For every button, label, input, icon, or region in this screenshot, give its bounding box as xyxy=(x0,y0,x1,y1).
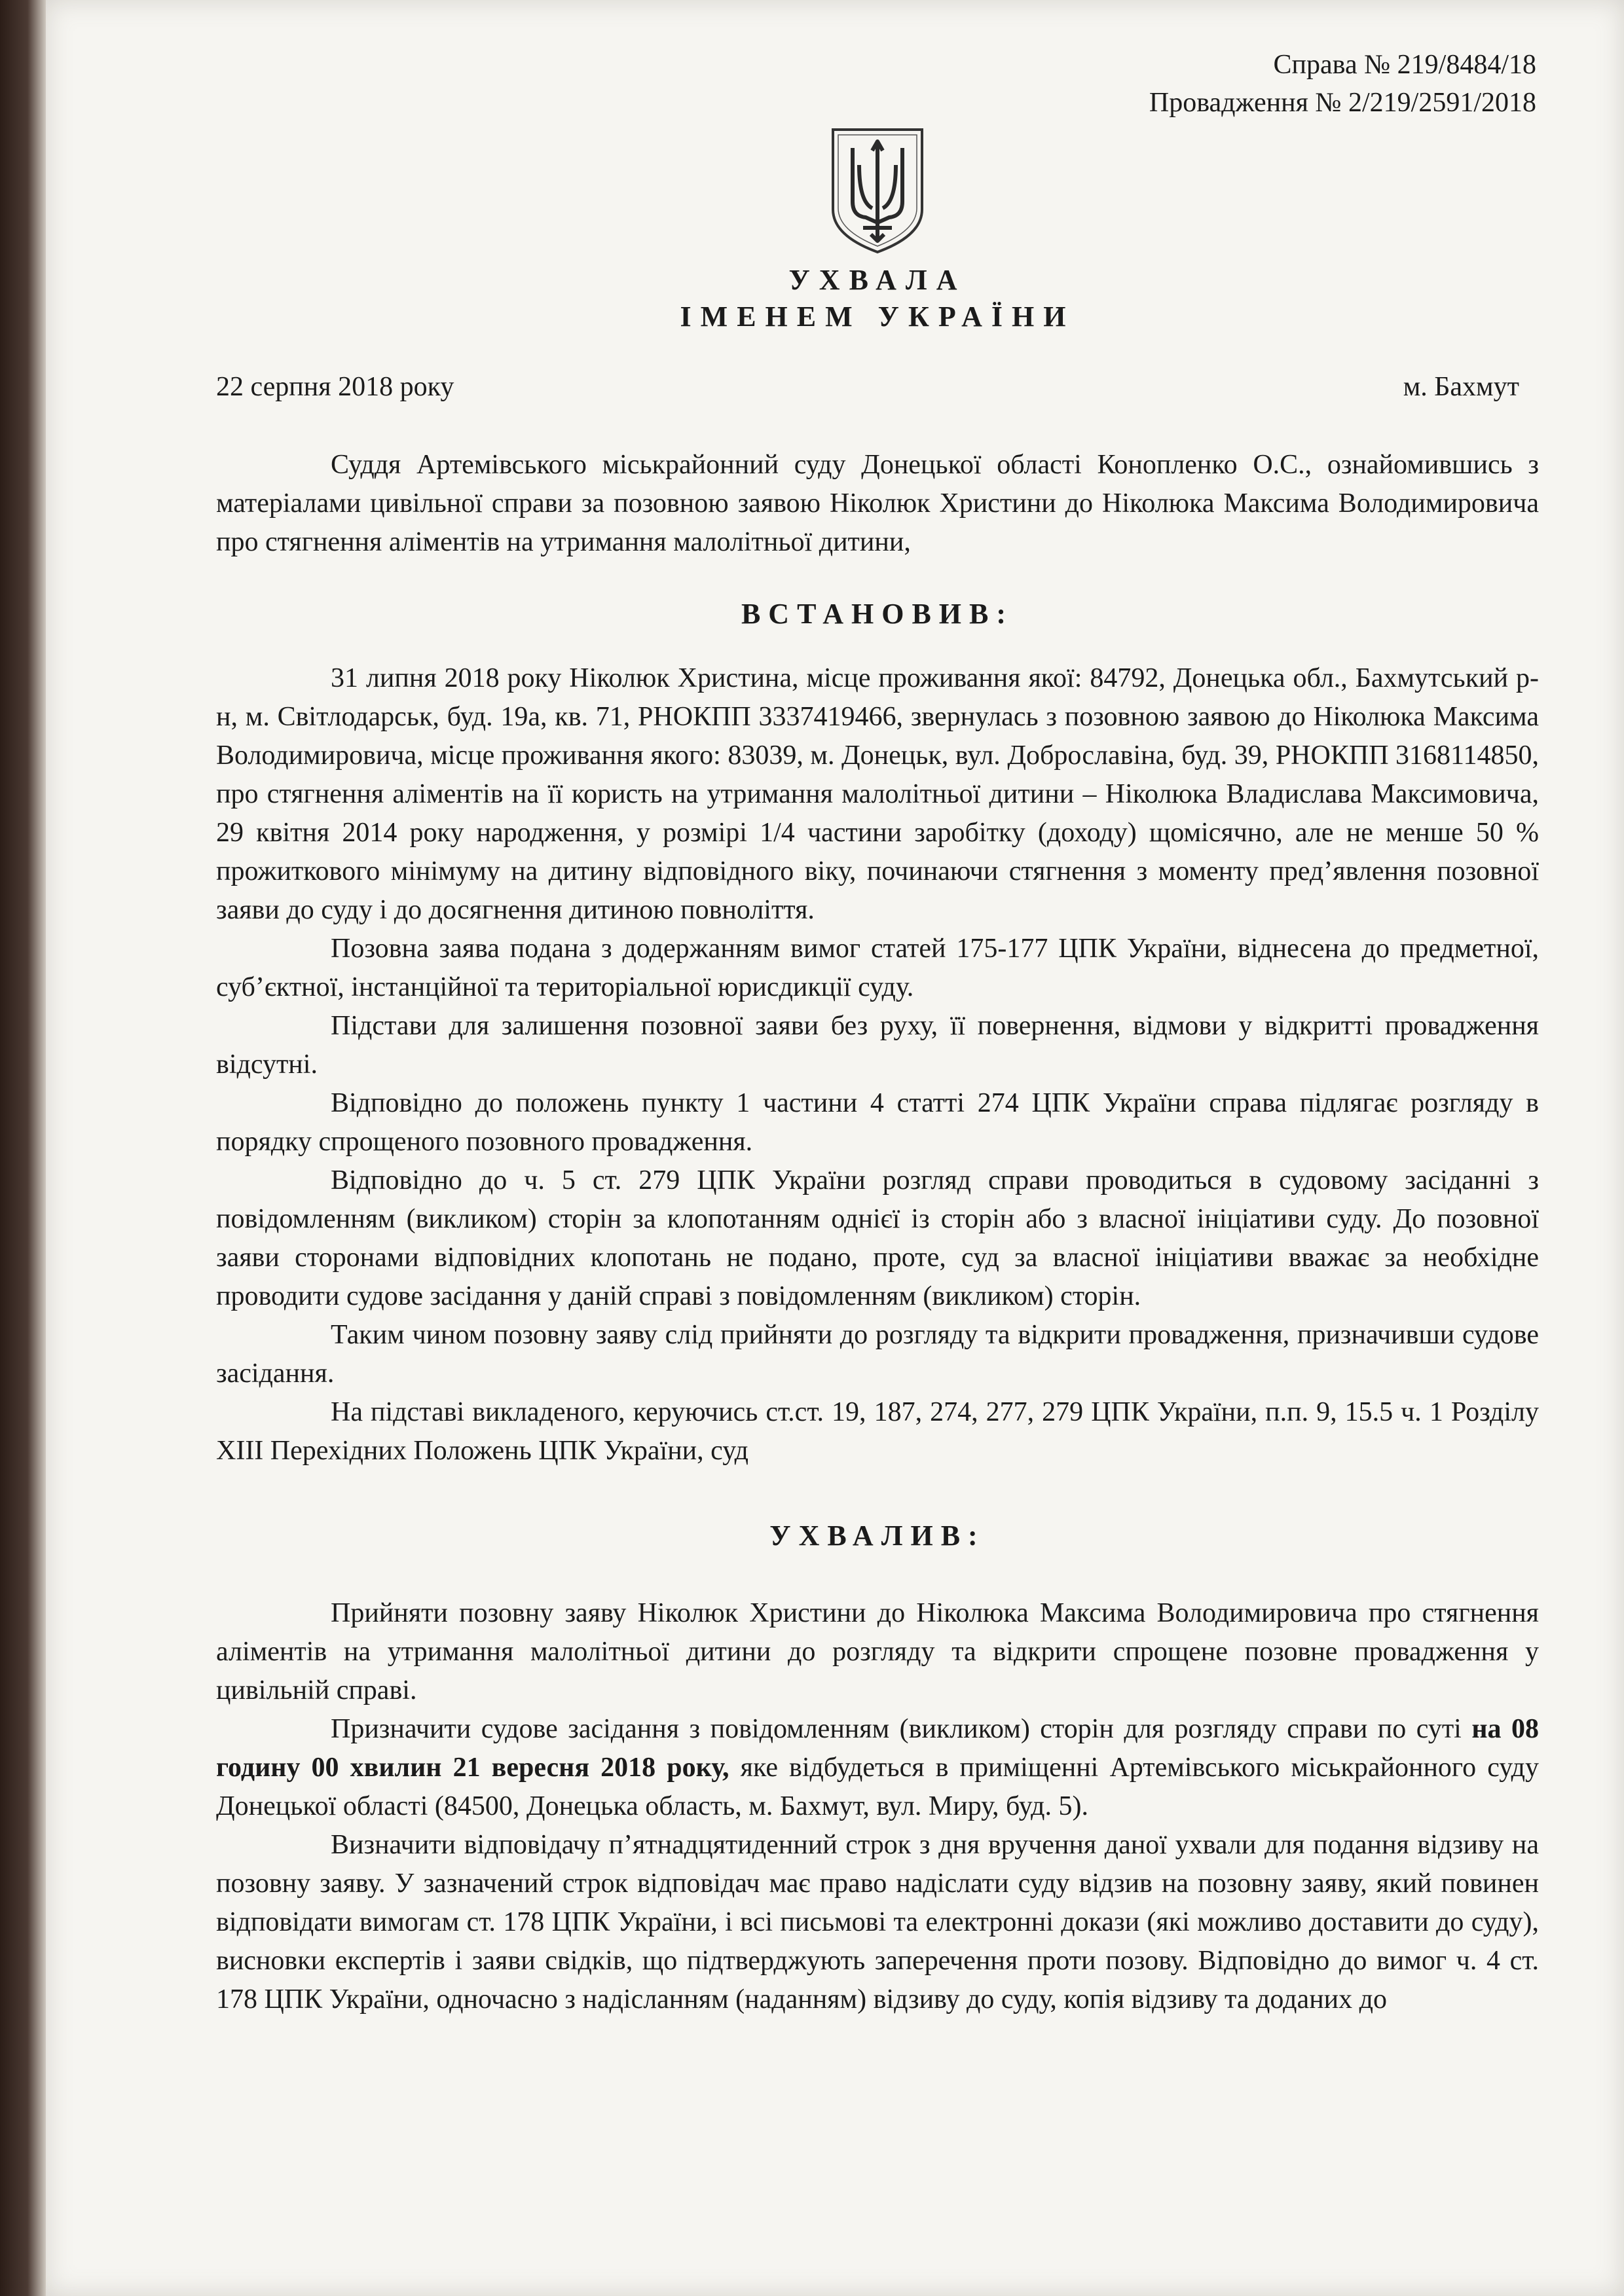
hearing-datetime: на 08 годину 00 хвилин 21 вересня 2018 року, xyxy=(216,1714,1539,1783)
emblem-container xyxy=(216,124,1539,255)
case-number: Справа № 219/8484/18 xyxy=(1273,50,1536,80)
established-paragraph: Таким чином позовну заяву слід прийняти до розгляду та відкрити провадження, призначивши судове засідання. xyxy=(216,1320,1539,1389)
established-paragraph: 31 липня 2018 року Ніколюк Христина, місце проживання якої: 84792, Донецька обл., Бахмутський р-н, м. Світлодарськ, буд. 19а, кв. 71, РНОКПП 3337419466, звернулась з позовною заявою до Ніколюка Максима Володимировича, місце проживання якого: 83039, м. Донецьк, вул. Доброславіна, буд. 39, РНОКПП 3168114850, про стягнення аліментів на її користь на утримання малолітньої дитини – Ніколюка Владислава Максимовича, 29 квітня 2014 року народження, у розмірі 1/4 частини заробітку (доходу) щомісячно, але не менше 50 % прожиткового мінімуму на дитину відповідного віку, починаючи стягнення з моменту пред’явлення позовної заяви до суду і до досягнення дитиною повноліття. xyxy=(216,663,1539,925)
ruling-city: м. Бахмут xyxy=(1403,372,1519,402)
established-paragraph: Позовна заява подана з додержанням вимог статей 175-177 ЦПК України, віднесена до предметної, суб’єктної, інстанційної та територіальної юрисдикції суду. xyxy=(216,934,1539,1002)
document-title xyxy=(216,262,1539,335)
decided-heading: УХВАЛИВ: xyxy=(769,1520,986,1552)
established-paragraph: Підстави для залишення позовної заяви без руху, її повернення, відмови у відкритті провадження відсутні. xyxy=(216,1011,1539,1080)
trident-coat-of-arms-icon xyxy=(825,124,930,255)
hearing-text-before: Призначити судове засідання з повідомленням (викликом) сторін для розгляду справи по суті xyxy=(331,1714,1472,1744)
title-in-name-of-ukraine: ІМЕНЕМ УКРАЇНИ xyxy=(680,301,1075,333)
decided-paragraph: Прийняти позовну заяву Ніколюк Христини до Ніколюка Максима Володимировича про стягнення аліментів на утримання малолітньої дитини до розгляду та відкрити спрощене позовне провадження у цивільній справі. xyxy=(216,1598,1539,1705)
paper-edge xyxy=(0,0,46,2296)
decided-paragraph: Визначити відповідачу п’ятнадцятиденний строк з дня вручення даної ухвали для подання відзиву на позовну заяву. У зазначений строк відповідач має право надіслати суду відзив на позовну заяву, який повинен відповідати вимогам ст. 178 ЦПК України, і всі письмові та електронні докази (які можливо доставити до суду), висновки експертів і заяви свідків, що підтверджують заперечення проти позову. Відповідно до вимог ч. 4 ст. 178 ЦПК України, одночасно з надісланням (наданням) відзиву до суду, копія відзиву та доданих до xyxy=(216,1830,1539,2014)
proceeding-number: Провадження № 2/219/2591/2018 xyxy=(1149,88,1536,118)
established-paragraph: На підставі викладеного, керуючись ст.ст. 19, 187, 274, 277, 279 ЦПК України, п.п. 9, 15.5 ч. 1 Розділу XIII Перехідних Положень ЦПК України, суд xyxy=(216,1397,1539,1466)
decided-paragraph-hearing xyxy=(216,1710,1539,1826)
ruling-date: 22 серпня 2018 року xyxy=(216,372,454,402)
date-place-row xyxy=(216,368,1539,407)
established-paragraph: Відповідно до ч. 5 ст. 279 ЦПК України розгляд справи проводиться в судовому засіданні з повідомленням (викликом) сторін за клопотанням однієї із сторін або з власної ініціативи суду. До позовної заяви сторонами відповідних клопотань не подано, проте, суд за власної ініціативи вважає за необхідне проводити судове засідання у даній справі з повідомленням (викликом) сторін. xyxy=(216,1165,1539,1311)
court-ruling-document xyxy=(216,46,1539,2019)
case-info xyxy=(216,46,1539,122)
title-ruling: УХВАЛА xyxy=(788,264,967,296)
established-heading: ВСТАНОВИВ: xyxy=(741,598,1014,630)
established-paragraph: Відповідно до положень пункту 1 частини 4 статті 274 ЦПК України справа підлягає розгляду в порядку спрощеного позовного провадження. xyxy=(216,1088,1539,1157)
hearing-text-after: яке відбудеться в приміщенні Артемівського міськрайонного суду Донецької області (84500, Донецька область, м. Бахмут, вул. Миру, буд. 5). xyxy=(216,1753,1540,1821)
intro-paragraph: Суддя Артемівського міськрайонний суду Донецької області Конопленко О.С., ознайомившись з матеріалами цивільної справи за позовною заявою Ніколюк Христини до Ніколюка Максима Володимировича про стягнення аліментів на утримання малолітньої дитини, xyxy=(216,450,1539,557)
